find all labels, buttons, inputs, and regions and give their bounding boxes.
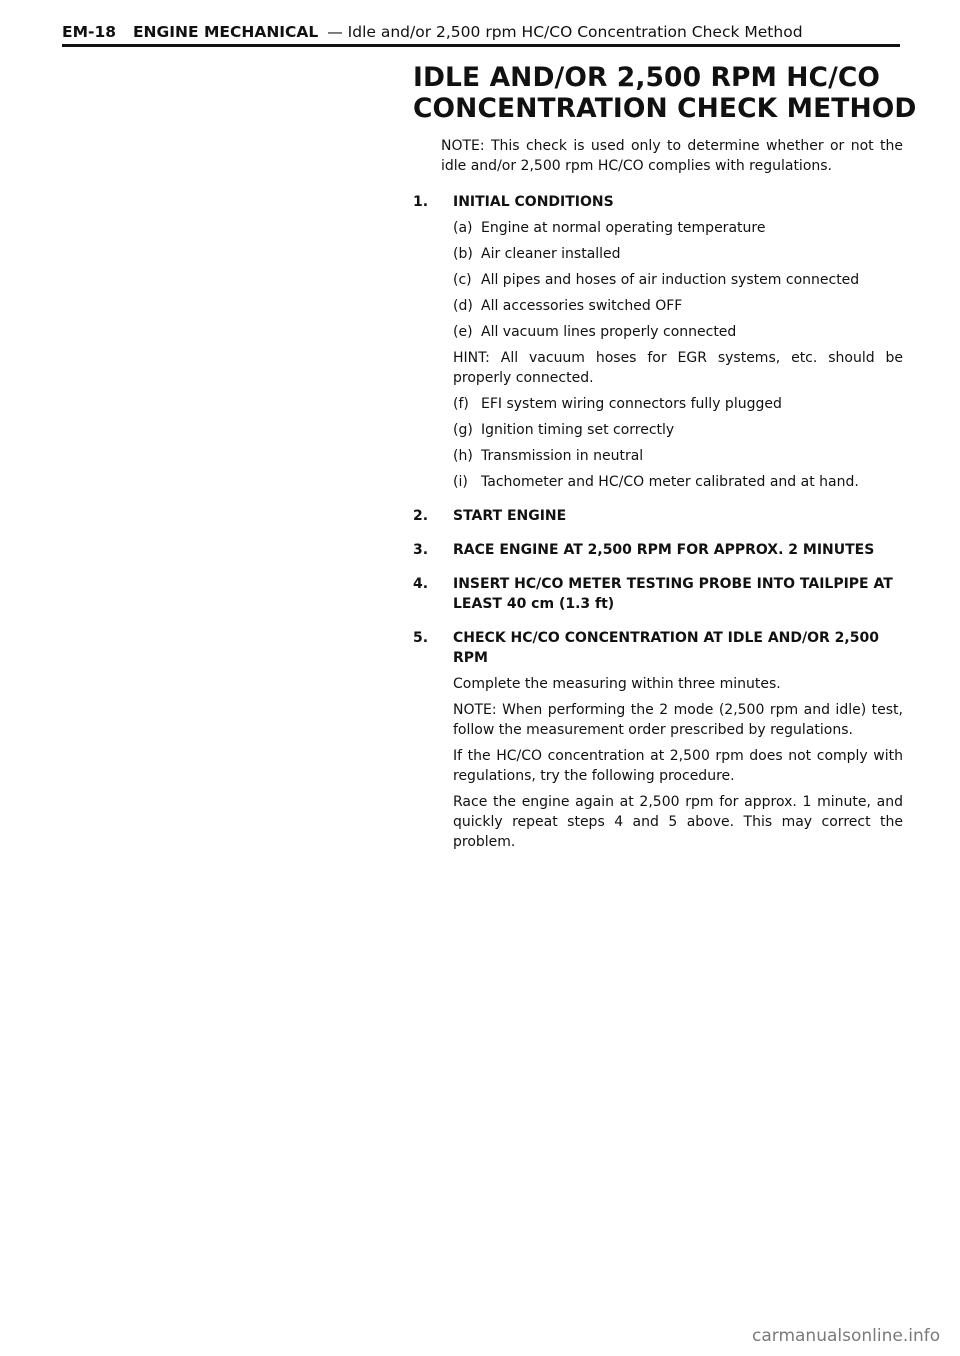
list-item (453, 270, 903, 290)
hint-text: HINT: All vacuum hoses for EGR systems, etc. should be properly connected. (453, 350, 903, 386)
item-label: (i) (453, 474, 468, 490)
step-paragraph: Race the engine again at 2,500 rpm for approx. 1 minute, and quickly repeat steps 4 and 5 above. This may correct the problem. (453, 794, 903, 850)
item-text: Transmission in neutral (481, 448, 644, 464)
item-text: All vacuum lines properly connected (481, 324, 737, 340)
step-5 (413, 628, 903, 852)
list-item (453, 394, 903, 414)
item-label: (f) (453, 396, 469, 412)
step-heading: RACE ENGINE AT 2,500 RPM FOR APPROX. 2 MINUTES (453, 542, 875, 558)
step-number: 4. (413, 576, 429, 592)
page-title-line: IDLE AND/OR 2,500 RPM HC/CO (413, 62, 881, 93)
item-text: Ignition timing set correctly (481, 422, 675, 438)
step-number: 1. (413, 194, 429, 210)
step-number: 5. (413, 630, 429, 646)
step-heading: INSERT HC/CO METER TESTING PROBE INTO TAILPIPE AT LEAST 40 cm (1.3 ft) (453, 576, 893, 612)
main-content (413, 62, 917, 866)
list-item (453, 446, 903, 466)
step-paragraph: Complete the measuring within three minutes. (453, 676, 781, 692)
list-item (453, 322, 903, 342)
item-label: (a) (453, 220, 473, 236)
item-text: Engine at normal operating temperature (481, 220, 766, 236)
step-heading: START ENGINE (453, 508, 567, 524)
list-item (453, 244, 903, 264)
section-subtitle: — Idle and/or 2,500 rpm HC/CO Concentration Check Method (327, 23, 803, 41)
list-item (453, 296, 903, 316)
step-3 (413, 540, 903, 560)
site-watermark: carmanualsonline.info (752, 1326, 941, 1346)
step-heading: CHECK HC/CO CONCENTRATION AT IDLE AND/OR 2,500 RPM (453, 630, 879, 666)
item-text: EFI system wiring connectors fully plugged (481, 396, 782, 412)
page-header (62, 22, 900, 42)
item-text: All accessories switched OFF (481, 298, 683, 314)
item-text: Air cleaner installed (481, 246, 621, 262)
page-title-line: CONCENTRATION CHECK METHOD (413, 93, 917, 124)
step-paragraph: NOTE: When performing the 2 mode (2,500 rpm and idle) test, follow the measurement order prescribed by regulations. (453, 702, 903, 738)
item-text: Tachometer and HC/CO meter calibrated and at hand. (481, 474, 859, 490)
list-item (453, 218, 903, 238)
step-2 (413, 506, 903, 526)
item-label: (g) (453, 422, 473, 438)
item-label: (c) (453, 272, 472, 288)
step-1 (413, 192, 903, 492)
section-name: ENGINE MECHANICAL (132, 23, 319, 41)
step-number: 2. (413, 508, 429, 524)
header-rule (62, 44, 900, 47)
step-paragraph: If the HC/CO concentration at 2,500 rpm does not comply with regulations, try the following procedure. (453, 748, 903, 784)
item-label: (h) (453, 448, 473, 464)
list-item (453, 472, 903, 492)
step-heading: INITIAL CONDITIONS (453, 194, 614, 210)
item-text: All pipes and hoses of air induction system connected (481, 272, 860, 288)
intro-note: NOTE: This check is used only to determine whether or not the idle and/or 2,500 rpm HC/CO complies with regulations. (441, 138, 903, 174)
list-item (453, 420, 903, 440)
step-number: 3. (413, 542, 429, 558)
item-label: (b) (453, 246, 473, 262)
item-label: (d) (453, 298, 473, 314)
step-4 (413, 574, 903, 614)
item-label: (e) (453, 324, 473, 340)
page-title (413, 62, 917, 124)
page-code: EM-18 (62, 23, 117, 41)
